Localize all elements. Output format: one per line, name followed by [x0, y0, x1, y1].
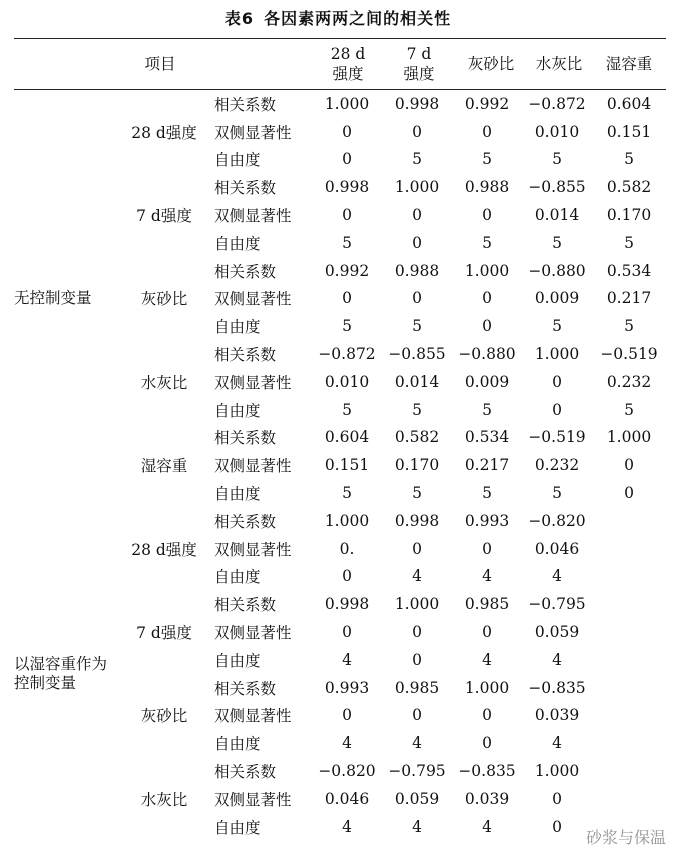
stat-label: 自由度	[214, 735, 261, 754]
stat-label: 相关系数	[214, 95, 277, 114]
value-cell: 0.232	[606, 372, 652, 391]
value-cell: 0	[552, 817, 562, 836]
header-col-28d	[314, 44, 382, 92]
value-cell: 0	[482, 289, 492, 308]
group-label: 无控制变量	[14, 288, 92, 307]
value-cell: −0.795	[388, 762, 446, 781]
value-cell: 0.009	[534, 289, 580, 308]
table-row	[14, 507, 666, 535]
value-cell: 5	[342, 317, 352, 336]
stat-label: 相关系数	[214, 679, 277, 698]
header-col-7d-line1: 7 d	[406, 45, 432, 63]
variable-label: 湿容重	[140, 457, 188, 476]
value-cell: 0.998	[394, 511, 440, 530]
value-cell	[592, 618, 666, 646]
value-cell: 0	[342, 206, 352, 225]
value-cell: 0.985	[464, 595, 510, 614]
value-cell: 0.	[339, 539, 355, 558]
table-caption: 各因素两两之间的相关性	[264, 9, 452, 28]
value-cell: −0.820	[528, 511, 586, 530]
header-col-cement-sand: 灰砂比	[467, 55, 515, 73]
value-cell: 0.217	[606, 289, 652, 308]
stat-label: 双侧显著性	[214, 624, 292, 643]
top-rule	[14, 38, 666, 39]
value-cell	[592, 563, 666, 591]
value-cell: 0	[342, 122, 352, 141]
value-cell	[592, 674, 666, 702]
stat-label: 双侧显著性	[214, 540, 292, 559]
value-cell: 4	[482, 817, 492, 836]
value-cell: 0.998	[324, 178, 370, 197]
header-item: 项目	[144, 55, 176, 73]
variable-label: 7 d强度	[136, 624, 192, 643]
value-cell	[592, 507, 666, 535]
variable-label: 28 d强度	[131, 540, 197, 559]
variable-label: 7 d强度	[136, 207, 192, 226]
value-cell: 4	[552, 567, 562, 586]
value-cell: 0.992	[464, 94, 510, 113]
value-cell: 1.000	[534, 762, 580, 781]
value-cell: 4	[342, 650, 352, 669]
header-col-28d-line2: 强度	[332, 65, 364, 83]
variable-label: 水灰比	[140, 373, 188, 392]
stat-label: 双侧显著性	[214, 790, 292, 809]
value-cell: 1.000	[464, 678, 510, 697]
stat-label: 相关系数	[214, 179, 277, 198]
stat-label: 相关系数	[214, 596, 277, 615]
group-label: 以湿容重作为控制变量	[14, 654, 108, 692]
value-cell: 0	[482, 122, 492, 141]
value-cell: 4	[412, 734, 422, 753]
value-cell: 5	[624, 400, 634, 419]
value-cell: 5	[552, 484, 562, 503]
value-cell: −0.835	[458, 762, 516, 781]
stat-label: 相关系数	[214, 429, 277, 448]
value-cell: 5	[624, 233, 634, 252]
value-cell	[592, 590, 666, 618]
stat-label: 自由度	[214, 485, 261, 504]
value-cell	[592, 646, 666, 674]
value-cell: 0	[482, 623, 492, 642]
table-title	[0, 6, 676, 29]
correlation-table	[14, 90, 666, 841]
value-cell: −0.880	[458, 345, 516, 364]
value-cell: 1.000	[324, 511, 370, 530]
stat-label: 自由度	[214, 401, 261, 420]
value-cell: 0.014	[534, 206, 580, 225]
stat-label: 双侧显著性	[214, 290, 292, 309]
value-cell: 0.170	[394, 456, 440, 475]
value-cell: 0.009	[464, 372, 510, 391]
value-cell: 0	[482, 706, 492, 725]
value-cell: 0	[624, 456, 634, 475]
value-cell: 5	[482, 233, 492, 252]
stat-label: 自由度	[214, 318, 261, 337]
value-cell: 0	[552, 789, 562, 808]
header-col-7d-line2: 强度	[403, 65, 435, 83]
value-cell: −0.872	[528, 94, 586, 113]
value-cell	[592, 785, 666, 813]
variable-label: 28 d强度	[131, 123, 197, 142]
stat-label: 自由度	[214, 818, 261, 837]
value-cell: 0.010	[534, 122, 580, 141]
value-cell: 0.988	[464, 178, 510, 197]
value-cell: 0.059	[394, 789, 440, 808]
value-cell: 1.000	[464, 261, 510, 280]
value-cell: 5	[342, 484, 352, 503]
value-cell: 0.582	[394, 428, 440, 447]
value-cell	[592, 535, 666, 563]
header-col-water-cement: 水灰比	[535, 55, 583, 73]
value-cell: 0.582	[606, 178, 652, 197]
value-cell: 4	[412, 567, 422, 586]
value-cell: 0.059	[534, 623, 580, 642]
value-cell: 0.988	[394, 261, 440, 280]
value-cell: 0.232	[534, 456, 580, 475]
value-cell: 0	[482, 317, 492, 336]
value-cell: 5	[552, 150, 562, 169]
value-cell: 0.998	[324, 595, 370, 614]
value-cell: 0	[552, 372, 562, 391]
value-cell: −0.820	[318, 762, 376, 781]
value-cell: −0.835	[528, 678, 586, 697]
value-cell: 5	[552, 233, 562, 252]
value-cell: 5	[412, 400, 422, 419]
value-cell: 0.604	[606, 94, 652, 113]
stat-label: 相关系数	[214, 763, 277, 782]
variable-label: 水灰比	[140, 790, 188, 809]
value-cell: 0.217	[464, 456, 510, 475]
stat-label: 自由度	[214, 568, 261, 587]
value-cell: 0	[342, 150, 352, 169]
value-cell: 1.000	[534, 345, 580, 364]
value-cell: 0.010	[324, 372, 370, 391]
value-cell: 5	[482, 484, 492, 503]
value-cell: −0.855	[388, 345, 446, 364]
stat-label: 双侧显著性	[214, 707, 292, 726]
value-cell: 0	[412, 122, 422, 141]
value-cell: 4	[482, 567, 492, 586]
value-cell: 0	[342, 706, 352, 725]
table-number: 表6	[224, 9, 255, 28]
value-cell: 0.046	[324, 789, 370, 808]
stat-label: 双侧显著性	[214, 207, 292, 226]
value-cell: 0.039	[534, 706, 580, 725]
value-cell: 0.534	[464, 428, 510, 447]
value-cell: 0.993	[464, 511, 510, 530]
value-cell: 0	[342, 623, 352, 642]
value-cell: −0.795	[528, 595, 586, 614]
value-cell: 0	[342, 289, 352, 308]
value-cell: 0.014	[394, 372, 440, 391]
value-cell: 4	[482, 650, 492, 669]
stat-label: 相关系数	[214, 346, 277, 365]
header-col-wet-density: 湿容重	[605, 55, 653, 73]
value-cell: 0	[342, 567, 352, 586]
value-cell: 5	[412, 484, 422, 503]
value-cell: 0.151	[606, 122, 652, 141]
variable-label: 灰砂比	[140, 707, 188, 726]
value-cell: 0.534	[606, 261, 652, 280]
value-cell: 0.985	[394, 678, 440, 697]
value-cell: 5	[482, 150, 492, 169]
value-cell: 5	[412, 317, 422, 336]
stat-label: 双侧显著性	[214, 457, 292, 476]
value-cell: 0	[552, 400, 562, 419]
value-cell: 0	[482, 734, 492, 753]
value-cell: 0	[412, 539, 422, 558]
stat-label: 双侧显著性	[214, 123, 292, 142]
value-cell: 5	[624, 317, 634, 336]
stat-label: 相关系数	[214, 262, 277, 281]
value-cell: 4	[342, 817, 352, 836]
value-cell: −0.880	[528, 261, 586, 280]
value-cell	[592, 757, 666, 785]
value-cell: 5	[482, 400, 492, 419]
value-cell: 1.000	[606, 428, 652, 447]
value-cell: 5	[624, 150, 634, 169]
value-cell: 0	[624, 484, 634, 503]
value-cell: 0.170	[606, 206, 652, 225]
value-cell: 5	[342, 233, 352, 252]
value-cell: −0.872	[318, 345, 376, 364]
header-col-7d	[384, 44, 454, 92]
value-cell: 1.000	[394, 595, 440, 614]
value-cell: 0.604	[324, 428, 370, 447]
value-cell: 0	[412, 289, 422, 308]
value-cell: 1.000	[394, 178, 440, 197]
value-cell: 0.046	[534, 539, 580, 558]
value-cell: 0	[412, 623, 422, 642]
value-cell: 0.993	[324, 678, 370, 697]
value-cell: 4	[342, 734, 352, 753]
header-col-28d-line1: 28 d	[330, 45, 366, 63]
value-cell: 5	[552, 317, 562, 336]
value-cell: 0	[412, 206, 422, 225]
value-cell: 5	[412, 150, 422, 169]
value-cell	[592, 702, 666, 730]
stat-label: 自由度	[214, 234, 261, 253]
value-cell: 4	[412, 817, 422, 836]
stat-label: 相关系数	[214, 512, 277, 531]
table-row	[14, 90, 666, 118]
stat-label: 双侧显著性	[214, 373, 292, 392]
stat-label: 自由度	[214, 651, 261, 670]
value-cell: 0	[482, 206, 492, 225]
value-cell: −0.519	[600, 345, 658, 364]
stat-label: 自由度	[214, 151, 261, 170]
value-cell: 1.000	[324, 94, 370, 113]
value-cell	[592, 729, 666, 757]
value-cell: 5	[342, 400, 352, 419]
value-cell: 4	[552, 650, 562, 669]
value-cell: 0	[412, 706, 422, 725]
value-cell: 0	[412, 233, 422, 252]
value-cell: 4	[552, 734, 562, 753]
value-cell: 0.998	[394, 94, 440, 113]
value-cell: 0	[482, 539, 492, 558]
value-cell: 0.039	[464, 789, 510, 808]
value-cell: −0.519	[528, 428, 586, 447]
watermark: 砂浆与保温	[585, 828, 666, 847]
variable-label: 灰砂比	[140, 290, 188, 309]
value-cell: 0.151	[324, 456, 370, 475]
value-cell: 0.992	[324, 261, 370, 280]
value-cell: −0.855	[528, 178, 586, 197]
value-cell: 0	[412, 650, 422, 669]
